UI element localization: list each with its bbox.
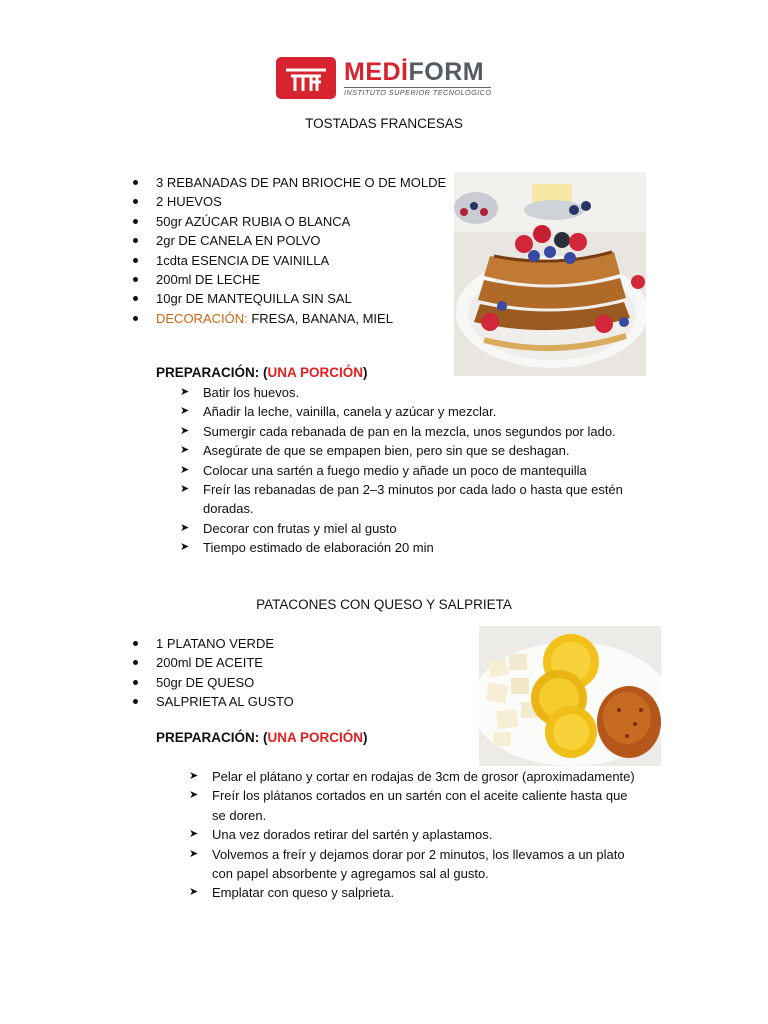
brand-name-gray: FORM [408,57,485,86]
prep-label: PREPARACIÓN: ( [156,730,268,745]
prep-close: ) [363,730,368,745]
step-text: Colocar una sartén a fuego medio y añade un poco de mantequilla [203,462,587,478]
list-item: 3 REBANADAS DE PAN BRIOCHE O DE MOLDE [133,173,446,192]
arrow-bullet-icon: ➤ [189,828,199,841]
mediform-logo [276,57,491,99]
list-item: 2gr DE CANELA EN POLVO [133,231,446,250]
recipe2-prep-heading [156,730,368,745]
decoration-value: FRESA, BANANA, MIEL [247,310,393,326]
arrow-bullet-icon: ➤ [180,405,190,418]
brand-subtitle: INSTITUTO SUPERIOR TECNOLÓGICO [344,87,492,97]
recipe2-title: PATACONES CON QUESO Y SALPRIETA [256,597,512,612]
arrow-bullet-icon: ➤ [180,521,190,534]
list-item [189,786,639,825]
step-text: Asegúrate de que se empapen bien, pero sin que se deshagan. [203,443,570,459]
list-item [180,461,660,480]
arrow-bullet-icon: ➤ [189,789,199,802]
recipe1-title: TOSTADAS FRANCESAS [305,116,463,131]
prep-close: ) [363,365,368,380]
decoration-item [133,309,446,328]
recipe1-steps-list [180,383,660,558]
arrow-bullet-icon: ➤ [180,444,190,457]
list-item [189,883,639,902]
list-item: 200ml DE ACEITE [133,653,294,672]
list-item: 2 HUEVOS [133,192,446,211]
list-item: SALPRIETA AL GUSTO [133,692,294,711]
step-text: Pelar el plátano y cortar en rodajas de 3cm de grosor (aproximadamente) [212,769,635,784]
list-item [180,519,660,538]
list-item [180,383,660,402]
list-item [189,767,639,786]
step-text: Freír las rebanadas de pan 2–3 minutos por cada lado o hasta que estén doradas. [203,482,623,517]
list-item [180,402,660,421]
arrow-bullet-icon: ➤ [189,847,199,860]
arrow-bullet-icon: ➤ [189,770,199,782]
arrow-bullet-icon: ➤ [189,886,199,899]
arrow-bullet-icon: ➤ [180,386,190,398]
list-item: 1cdta ESENCIA DE VAINILLA [133,251,446,270]
arrow-bullet-icon: ➤ [180,483,190,496]
french-toast-photo-icon [454,172,646,376]
list-item: 1 PLATANO VERDE [133,634,294,653]
list-item [180,441,660,460]
step-text: Añadir la leche, vainilla, canela y azúcar y mezclar. [203,404,497,420]
decoration-label: DECORACIÓN: [156,310,248,326]
portion-label: UNA PORCIÓN [267,365,364,380]
list-item: 10gr DE MANTEQUILLA SIN SAL [133,289,446,308]
list-item [189,825,639,844]
list-item [180,538,660,557]
list-item [180,422,660,441]
patacones-photo-icon [479,626,661,766]
list-item: 50gr DE QUESO [133,673,294,692]
recipe2-ingredients-list [133,634,294,712]
arrow-bullet-icon: ➤ [180,463,190,476]
recipe1-prep-heading [156,365,368,380]
step-text: Una vez dorados retirar del sartén y aplastamos. [212,827,493,843]
prep-label: PREPARACIÓN: ( [156,365,268,380]
step-text: Emplatar con queso y salprieta. [212,885,395,901]
step-text: Freír los plátanos cortados en un sartén con el aceite caliente hasta que se doren. [212,788,628,823]
list-item [189,845,639,884]
step-text: Batir los huevos. [203,385,300,400]
step-text: Tiempo estimado de elaboración 20 min [203,540,434,556]
brand-name-red: MEDİ [344,57,409,86]
list-item: 50gr AZÚCAR RUBIA O BLANCA [133,212,446,231]
portion-label: UNA PORCIÓN [267,730,364,745]
list-item [180,480,660,519]
arrow-bullet-icon: ➤ [180,541,190,554]
logo-mark-icon [276,57,336,99]
step-text: Sumergir cada rebanada de pan en la mezcla, unos segundos por lado. [203,423,616,439]
list-item: 200ml DE LECHE [133,270,446,289]
recipe2-steps-list [189,767,639,903]
recipe1-ingredients-list [133,173,446,328]
arrow-bullet-icon: ➤ [180,424,190,437]
step-text: Volvemos a freír y dejamos dorar por 2 minutos, los llevamos a un plato con papel absorbente y agregamos sal al gusto. [212,846,625,882]
step-text: Decorar con frutas y miel al gusto [203,520,397,536]
